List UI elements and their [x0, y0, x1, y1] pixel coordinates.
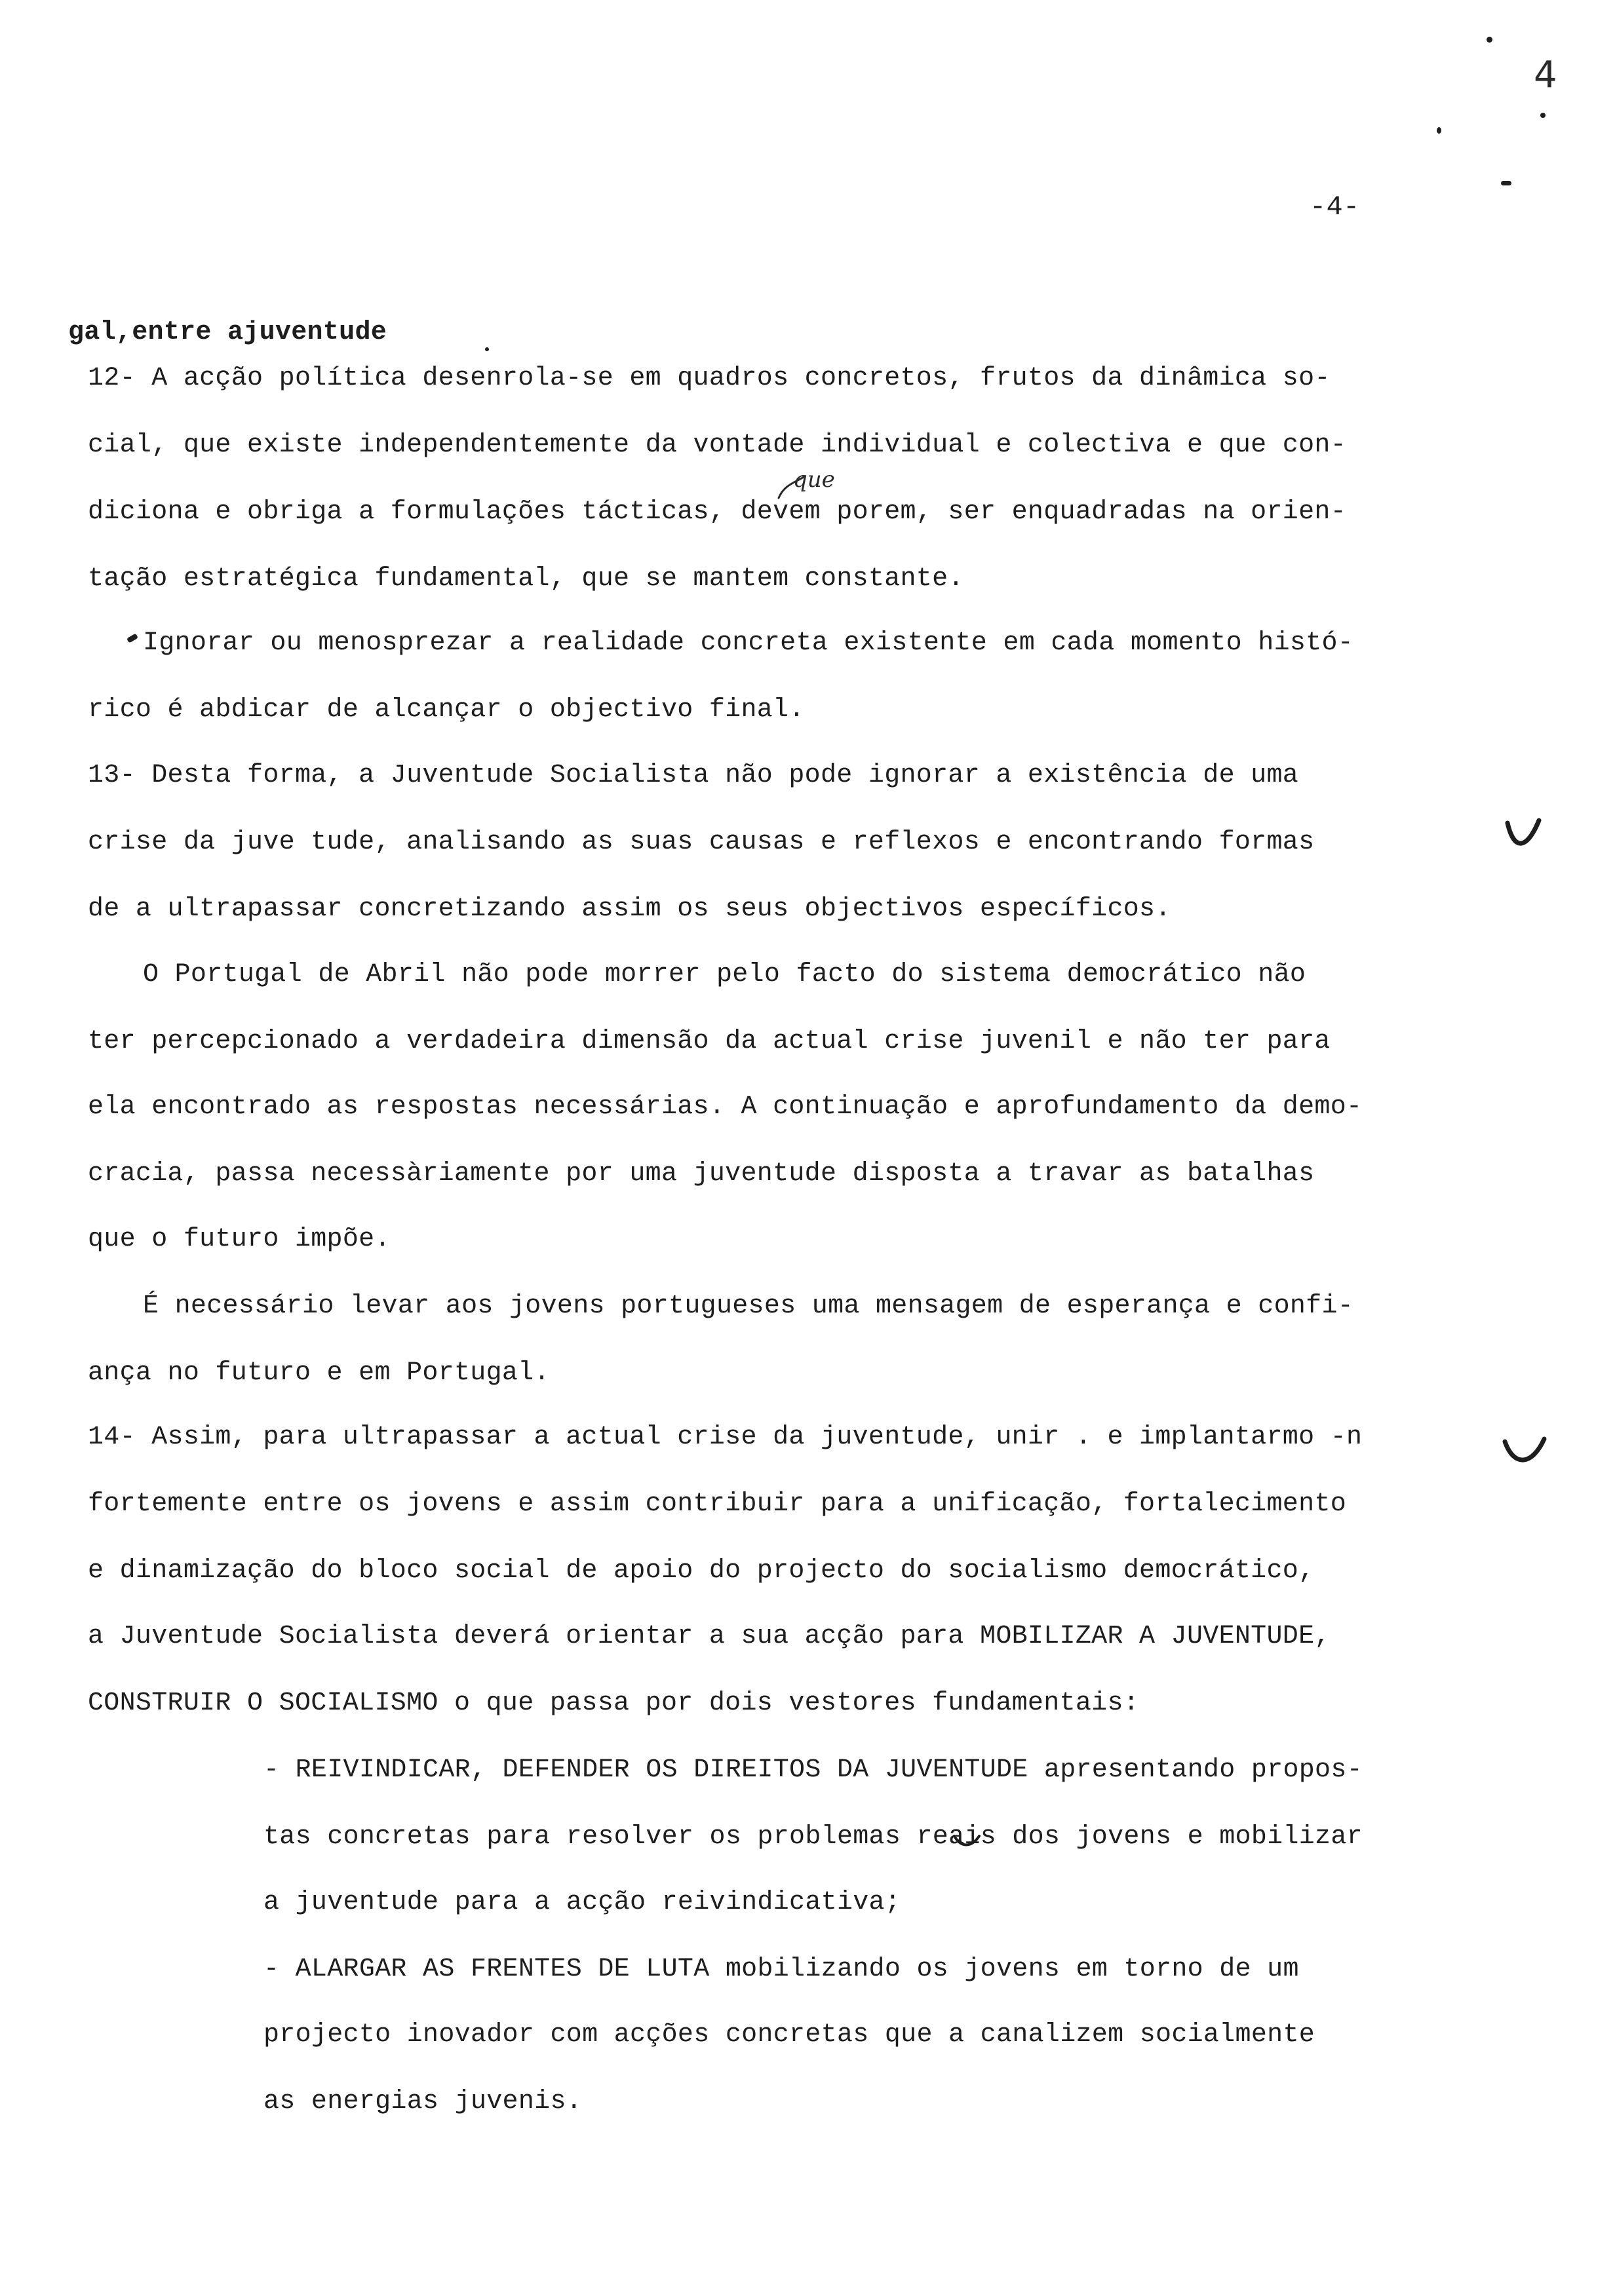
text-line-22: CONSTRUIR O SOCIALISMO o que passa por dois vestores fundamentais: [88, 1689, 1140, 1718]
text-line-18: 14- Assim, para ultrapassar a actual crise da juventude, unir . e implantarmo -n [88, 1423, 1363, 1452]
text-line-9: crise da juve tude, analisando as suas causas e reflexos e encontrando formas [88, 828, 1315, 857]
text-line-3: cial, que existe independentemente da vontade individual e colectiva e que con- [88, 430, 1347, 460]
text-line-10: de a ultrapassar concretizando assim os seus objectivos específicos. [88, 894, 1171, 924]
list-item-1-line-3: a juventude para a acção reivindicativa; [263, 1888, 901, 1917]
list-item-2-line-2: projecto inovador com acções concretas que a canalizem socialmente [263, 2020, 1315, 2050]
text-line-5: tação estratégica fundamental, que se mantem constante. [88, 564, 964, 594]
text-line-12: ter percepcionado a verdadeira dimensão da actual crise juvenil e não ter para [88, 1027, 1331, 1056]
text-line-21: a Juventude Socialista deverá orientar a sua acção para MOBILIZAR A JUVENTUDE, [88, 1622, 1331, 1651]
text-line-7: rico é abdicar de alcançar o objectivo final. [88, 695, 805, 725]
stray-dot [1540, 113, 1546, 118]
stray-dot [485, 347, 489, 351]
handwritten-insertion: que [793, 467, 835, 493]
text-line-17: ança no futuro e em Portugal. [88, 1358, 550, 1388]
stray-dot [1487, 37, 1492, 43]
list-item-1-line-1: - REIVINDICAR, DEFENDER OS DIREITOS DA JUVENTUDE apresentando propos- [263, 1755, 1363, 1785]
text-line-11: O Portugal de Abril não pode morrer pelo facto do sistema democrático não [143, 960, 1306, 989]
corner-page-number: 4 [1534, 54, 1557, 96]
text-line-1: gal,entre ajuventude [68, 318, 387, 347]
stray-dot [1437, 127, 1441, 134]
margin-tick [126, 634, 138, 643]
text-line-16: É necessário levar aos jovens portugueses uma mensagem de esperança e confi- [143, 1292, 1354, 1321]
text-line-13: ela encontrado as respostas necessárias. A continuação e aprofundamento da demo- [88, 1092, 1363, 1122]
text-line-15: que o futuro impõe. [88, 1225, 391, 1254]
list-item-2-line-3: as energias juvenis. [263, 2087, 583, 2116]
page-number: -4- [1310, 191, 1360, 223]
text-line-4: diciona e obriga a formulações tácticas, devem porem, ser enquadradas na orien- [88, 497, 1347, 527]
text-line-8: 13- Desta forma, a Juventude Socialista não pode ignorar a existência de uma [88, 761, 1299, 790]
text-line-20: e dinamização do bloco social de apoio do projecto do socialismo democrático, [88, 1556, 1315, 1586]
text-line-6: Ignorar ou menosprezar a realidade concreta existente em cada momento histó- [143, 628, 1354, 658]
list-item-2-line-1: - ALARGAR AS FRENTES DE LUTA mobilizando os jovens em torno de um [263, 1955, 1299, 1984]
text-line-14: cracia, passa necessàriamente por uma juventude disposta a travar as batalhas [88, 1159, 1315, 1189]
text-line-2: 12- A acção política desenrola-se em quadros concretos, frutos da dinâmica so- [88, 364, 1331, 393]
list-item-1-line-2: tas concretas para resolver os problemas reais dos jovens e mobilizar [263, 1822, 1363, 1852]
text-line-19: fortemente entre os jovens e assim contribuir para a unificação, fortalecimento [88, 1489, 1347, 1519]
stray-mark [1501, 181, 1511, 185]
